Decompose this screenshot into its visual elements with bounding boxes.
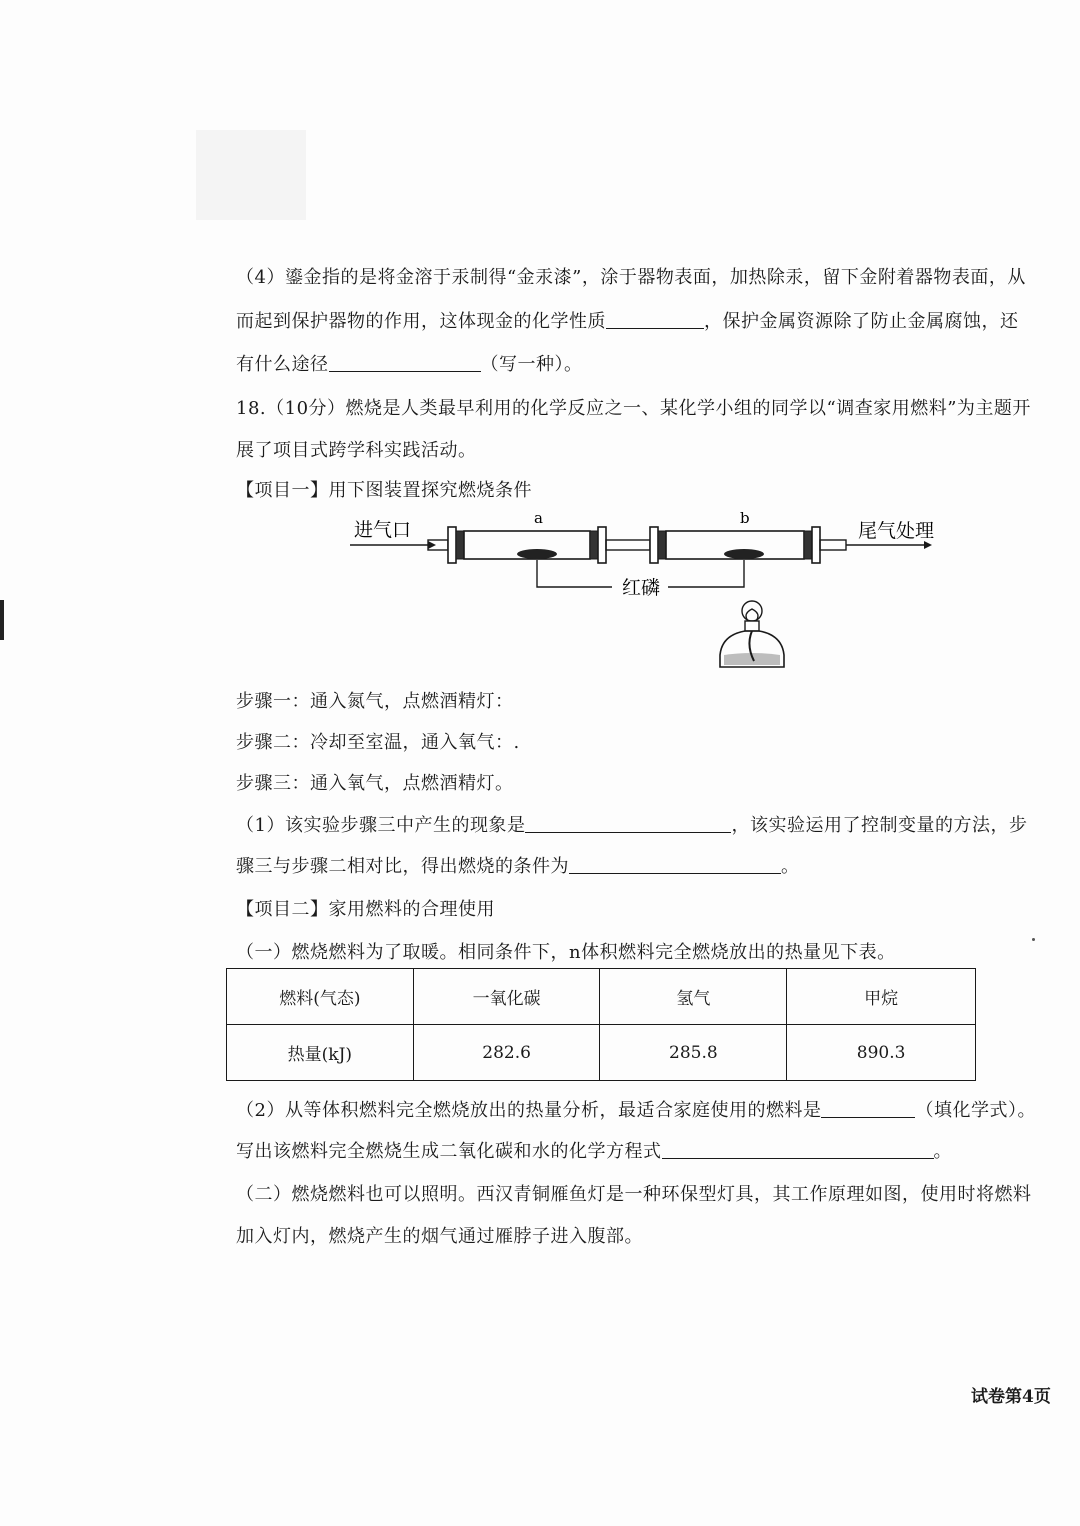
project2-part1: （一）燃烧燃料为了取暖。相同条件下，n体积燃料完全燃烧放出的热量见下表。 (236, 942, 896, 963)
answer-blank-fuel-formula[interactable] (821, 1099, 915, 1118)
table-cell: 282.6 (413, 1025, 600, 1081)
q2-line2-text-b: 。 (933, 1141, 952, 1162)
q17-4-line2-text-a: 而起到保护器物的作用，这体现金的化学性质 (236, 311, 606, 332)
combustion-apparatus-diagram (340, 505, 960, 690)
q17-4-line2-text-b: ，保护金属资源除了防止金属腐蚀，还 (704, 311, 1019, 332)
stopper-b-left (650, 527, 658, 563)
table-header-cell: 氢气 (600, 969, 787, 1025)
table-row (227, 1025, 976, 1081)
tube-a-label: a (534, 509, 543, 527)
outlet-arrowhead (924, 541, 932, 549)
q18-line1: 18.（10分）燃烧是人类最早利用的化学反应之一、某化学小组的同学以“调查家用燃料”为主题开 (236, 398, 1031, 419)
page-number: 试卷第4页 (971, 1387, 1051, 1407)
scan-dot (1032, 938, 1035, 941)
q1-line1-text-b: ，该实验运用了控制变量的方法，步 (731, 815, 1028, 836)
phosphorus-label: 红磷 (622, 577, 661, 599)
alcohol-lamp (720, 601, 784, 667)
scan-smudge (196, 130, 306, 220)
inlet-arrowhead (428, 541, 436, 549)
stopper-a-right (598, 527, 606, 563)
table-cell: 热量(kJ) (227, 1025, 414, 1081)
red-phosphorus-a (517, 549, 557, 559)
tube-b-label: b (740, 509, 750, 527)
part2-line2: 加入灯内，燃烧产生的烟气通过雁脖子进入腹部。 (236, 1226, 643, 1247)
table-cell: 285.8 (600, 1025, 787, 1081)
table-header-cell: 一氧化碳 (413, 969, 600, 1025)
project2-title: 【项目二】家用燃料的合理使用 (236, 899, 495, 920)
phosphorus-pointer-a (537, 560, 612, 587)
answer-blank-chemical-property[interactable] (606, 310, 704, 329)
answer-blank-protect-resources[interactable] (329, 353, 481, 372)
q2-line1-text-a: （2）从等体积燃料完全燃烧放出的热量分析，最适合家庭使用的燃料是 (236, 1100, 822, 1121)
table-header-cell: 甲烷 (787, 969, 976, 1025)
q1-line2 (236, 852, 800, 878)
stopper-a-left (448, 527, 456, 563)
q2-line1 (236, 1096, 1036, 1122)
q17-4-line3-text-a: 有什么途径 (236, 354, 329, 375)
q17-4-line1: （4）鎏金指的是将金溶于汞制得“金汞漆”，涂于器物表面，加热除汞，留下金附着器物表面，从 (236, 267, 1026, 288)
outlet-stub-tube (820, 540, 846, 550)
project1-title: 【项目一】用下图装置探究燃烧条件 (236, 480, 532, 501)
fuel-heat-table (226, 968, 976, 1081)
q17-4-line2 (236, 307, 1019, 333)
step-two: 步骤二：冷却至室温，通入氧气：. (236, 732, 520, 753)
table-header-row (227, 969, 976, 1025)
inlet-label: 进气口 (354, 519, 412, 541)
table-cell: 890.3 (787, 1025, 976, 1081)
stopper-b-left-inner (658, 531, 666, 559)
scan-edge-mark (0, 600, 4, 640)
q1-line2-text-a: 骤三与步骤二相对比，得出燃烧的条件为 (236, 856, 569, 877)
q18-line2: 展了项目式跨学科实践活动。 (236, 440, 477, 461)
answer-blank-chemical-equation[interactable] (662, 1140, 934, 1159)
q2-line2-text-a: 写出该燃料完全燃烧生成二氧化碳和水的化学方程式 (236, 1141, 662, 1162)
q17-4-line3-text-b: （写一种）。 (480, 354, 583, 375)
outlet-label: 尾气处理 (858, 520, 935, 542)
stopper-b-right-inner (804, 531, 812, 559)
connector-tube (606, 540, 650, 550)
stopper-a-right-inner (590, 531, 598, 559)
step-three: 步骤三：通入氧气，点燃酒精灯。 (236, 773, 514, 794)
table-header-cell: 燃料(气态) (227, 969, 414, 1025)
q2-line1-text-b: （填化学式）。 (915, 1100, 1036, 1121)
step-one: 步骤一：通入氮气，点燃酒精灯： (236, 691, 514, 712)
q1-line1 (236, 811, 1027, 837)
q1-line1-text-a: （1）该实验步骤三中产生的现象是 (236, 815, 526, 836)
stopper-b-right (812, 527, 820, 563)
q2-line2 (236, 1137, 952, 1163)
red-phosphorus-b (724, 549, 764, 559)
answer-blank-phenomenon[interactable] (525, 814, 731, 833)
phosphorus-pointer-b (668, 560, 744, 587)
q1-line2-text-b: 。 (781, 856, 800, 877)
part2-line1: （二）燃烧燃料也可以照明。西汉青铜雁鱼灯是一种环保型灯具，其工作原理如图，使用时将燃料 (236, 1184, 1032, 1205)
q17-4-line3 (236, 350, 583, 376)
answer-blank-combustion-condition[interactable] (569, 855, 781, 874)
stopper-a-left-inner (456, 531, 464, 559)
